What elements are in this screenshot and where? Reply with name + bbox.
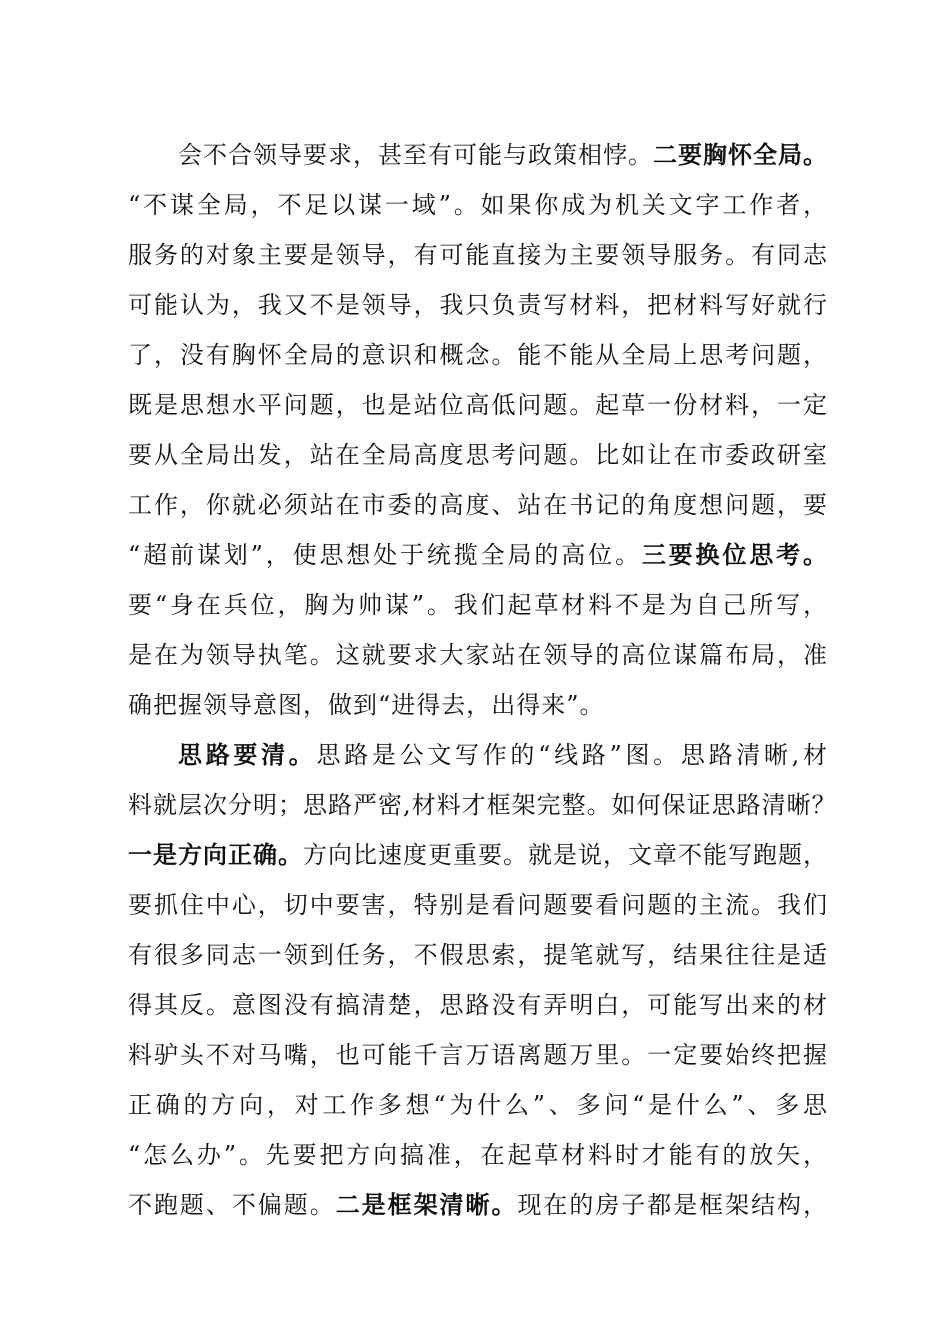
p2-line-10 — [128, 1188, 828, 1222]
p2-line-4: 要抓住中心，切中要害，特别是看问题要看问题的主流。我们 — [128, 891, 828, 919]
p2-line-3 — [128, 838, 828, 872]
p2-line-6: 得其反。意图没有搞清楚，思路没有弄明白，可能写出来的材 — [128, 991, 828, 1019]
p2-line-9: “怎么办”。先要把方向搞准，在起草材料时才能有的放矢， — [128, 1141, 828, 1169]
p1-line-9 — [128, 538, 828, 572]
p2-line-3-text: 方向比速度更重要。就是说，文章不能写跑题， — [303, 841, 828, 869]
p1-heading-three: 三要换位思考。 — [641, 541, 828, 569]
p2-line-2: 料就层次分明；思路严密,材料才框架完整。如何保证思路清晰？ — [128, 791, 837, 819]
p1-line-7: 要从全局出发，站在全局高度思考问题。比如让在市委政研室 — [128, 441, 828, 469]
p1-line-5: 了，没有胸怀全局的意识和概念。能不能从全局上思考问题， — [128, 341, 828, 369]
p2-heading-two: 二是框架清晰。 — [335, 1191, 518, 1219]
p2-line-10-text-a: 不跑题、不偏题。 — [128, 1191, 336, 1219]
p1-line-1-text: 会不合领导要求，甚至有可能与政策相悖。 — [178, 141, 653, 169]
p1-line-1 — [178, 138, 828, 172]
p1-line-4: 可能认为，我又不是领导，我只负责写材料，把材料写好就行 — [128, 291, 828, 319]
p1-line-2: “不谋全局，不足以谋一域”。如果你成为机关文字工作者， — [128, 191, 828, 219]
p1-line-10: 要“身在兵位，胸为帅谋”。我们起草材料不是为自己所写， — [128, 591, 828, 619]
p2-heading-one: 一是方向正确。 — [128, 841, 303, 869]
p1-line-9-text: “超前谋划”，使思想处于统揽全局的高位。 — [128, 541, 642, 569]
p2-line-10-text-c: 现在的房子都是框架结构， — [517, 1191, 829, 1219]
p2-line-1 — [178, 738, 828, 772]
p2-line-5: 有很多同志一领到任务，不假思索，提笔就写，结果往往是适 — [128, 941, 828, 969]
p1-line-8: 工作，你就必须站在市委的高度、站在书记的角度想问题，要 — [128, 491, 828, 519]
p2-line-7: 料驴头不对马嘴，也可能千言万语离题万里。一定要始终把握 — [128, 1041, 828, 1069]
p1-line-6: 既是思想水平问题，也是站位高低问题。起草一份材料，一定 — [128, 391, 828, 419]
p1-line-3: 服务的对象主要是领导，有可能直接为主要领导服务。有同志 — [128, 241, 828, 269]
p1-heading-two: 二要胸怀全局。 — [653, 141, 828, 169]
p2-heading: 思路要清。 — [178, 741, 317, 769]
p1-line-12: 确把握领导意图，做到“进得去，出得来”。 — [128, 691, 605, 719]
p1-line-11: 是在为领导执笔。这就要求大家站在领导的高位谋篇布局，准 — [128, 641, 828, 669]
p2-line-8: 正确的方向，对工作多想“为什么”、多问“是什么”、多思 — [128, 1091, 828, 1119]
p2-line-1-text: 思路是公文写作的“线路”图。思路清晰,材 — [316, 741, 829, 769]
